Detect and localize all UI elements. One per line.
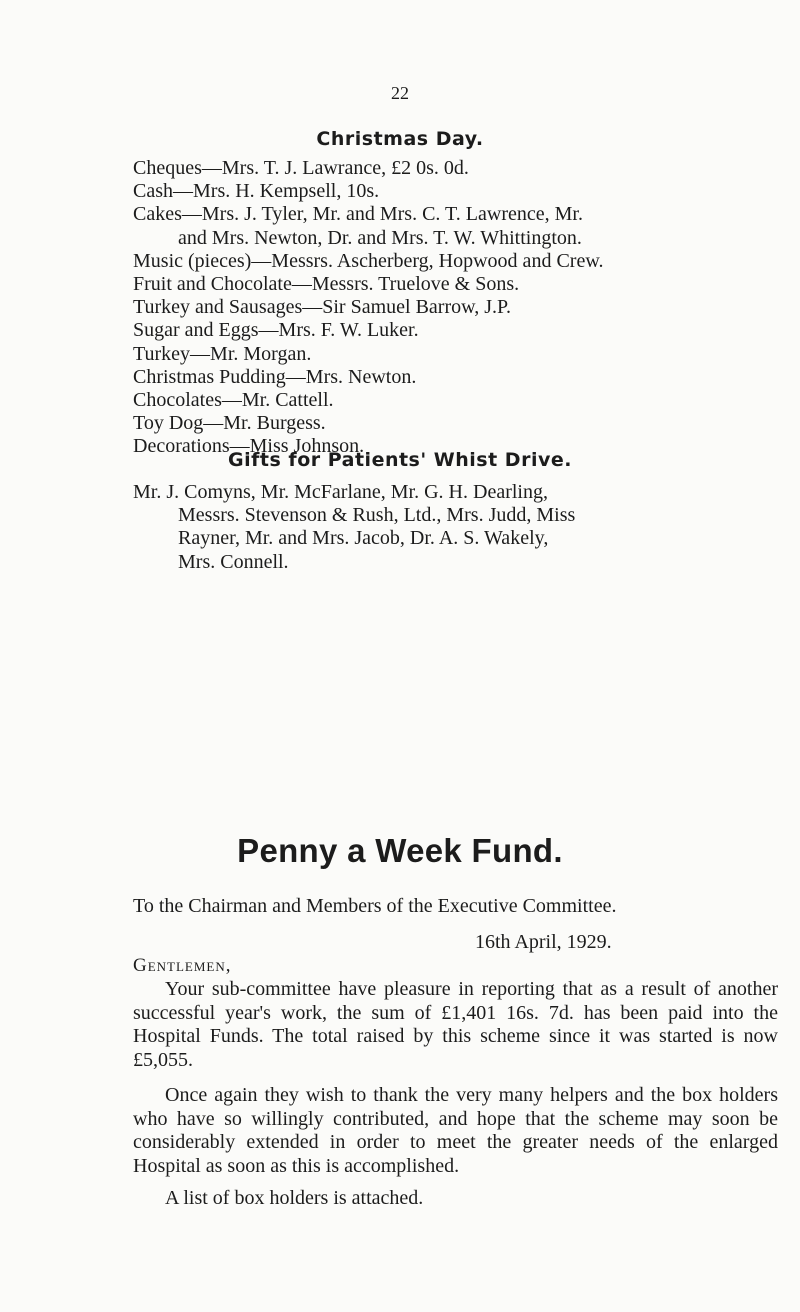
christmas-day-heading: Christmas Day. bbox=[316, 128, 484, 150]
gift-line-cakes: Cakes—Mrs. J. Tyler, Mr. and Mrs. C. T. Lawrence, Mr. bbox=[133, 203, 583, 226]
whist-drive-donors bbox=[133, 481, 763, 574]
whist-line: Rayner, Mr. and Mrs. Jacob, Dr. A. S. Wakely, bbox=[178, 527, 549, 550]
letter-paragraph: A list of box holders is attached. bbox=[165, 1187, 424, 1209]
whist-drive-heading: Gifts for Patients' Whist Drive. bbox=[228, 449, 572, 471]
gift-line-cheques: Cheques—Mrs. T. J. Lawrance, £2 0s. 0d. bbox=[133, 157, 469, 179]
gift-line-pudding: Christmas Pudding—Mrs. Newton. bbox=[133, 365, 417, 388]
penny-a-week-fund-title: Penny a Week Fund. bbox=[237, 832, 563, 869]
letter-paragraph: Your sub-committee have pleasure in reporting that as a result of another successful year's work, the sum of £1,401 16s. 7d. has been paid into the Hospital Funds. The total raised by this scheme since it was started is now £5,055. bbox=[133, 978, 778, 1071]
gift-line-turkey-sausages: Turkey and Sausages—Sir Samuel Barrow, J.P. bbox=[133, 296, 511, 319]
letter-salutation: Gentlemen, bbox=[133, 955, 232, 976]
letter-addressee: To the Chairman and Members of the Executive Committee. bbox=[133, 895, 617, 917]
gift-line-sugar-eggs: Sugar and Eggs—Mrs. F. W. Luker. bbox=[133, 319, 419, 342]
gift-line-cakes-continued: and Mrs. Newton, Dr. and Mrs. T. W. Whittington. bbox=[178, 226, 582, 249]
gift-line-toy-dog: Toy Dog—Mr. Burgess. bbox=[133, 412, 326, 435]
gift-line-chocolates: Chocolates—Mr. Cattell. bbox=[133, 389, 334, 412]
gift-line-turkey: Turkey—Mr. Morgan. bbox=[133, 342, 312, 365]
letter-date: 16th April, 1929. bbox=[475, 931, 612, 953]
gift-line-music: Music (pieces)—Messrs. Ascherberg, Hopwood and Crew. bbox=[133, 249, 604, 272]
christmas-gifts-list bbox=[133, 157, 763, 459]
fund-report-letter bbox=[133, 894, 778, 1211]
whist-line: Mrs. Connell. bbox=[178, 550, 289, 573]
gift-line-decorations: Decorations—Miss Johnson. bbox=[133, 435, 365, 458]
letter-paragraph: Once again they wish to thank the very many helpers and the box holders who have so willingly contributed, and hope that the scheme may soon be considerably extended in order to meet the greater needs of the enlarged Hospital as soon as this is accomplished. bbox=[133, 1084, 778, 1177]
gift-line-fruit: Fruit and Chocolate—Messrs. Truelove & Sons. bbox=[133, 273, 520, 296]
gift-line-cash: Cash—Mrs. H. Kempsell, 10s. bbox=[133, 180, 380, 203]
whist-line: Mr. J. Comyns, Mr. McFarlane, Mr. G. H. Dearling, bbox=[133, 481, 548, 503]
whist-line: Messrs. Stevenson & Rush, Ltd., Mrs. Judd, Miss bbox=[178, 504, 576, 527]
page-number: 22 bbox=[391, 83, 409, 103]
